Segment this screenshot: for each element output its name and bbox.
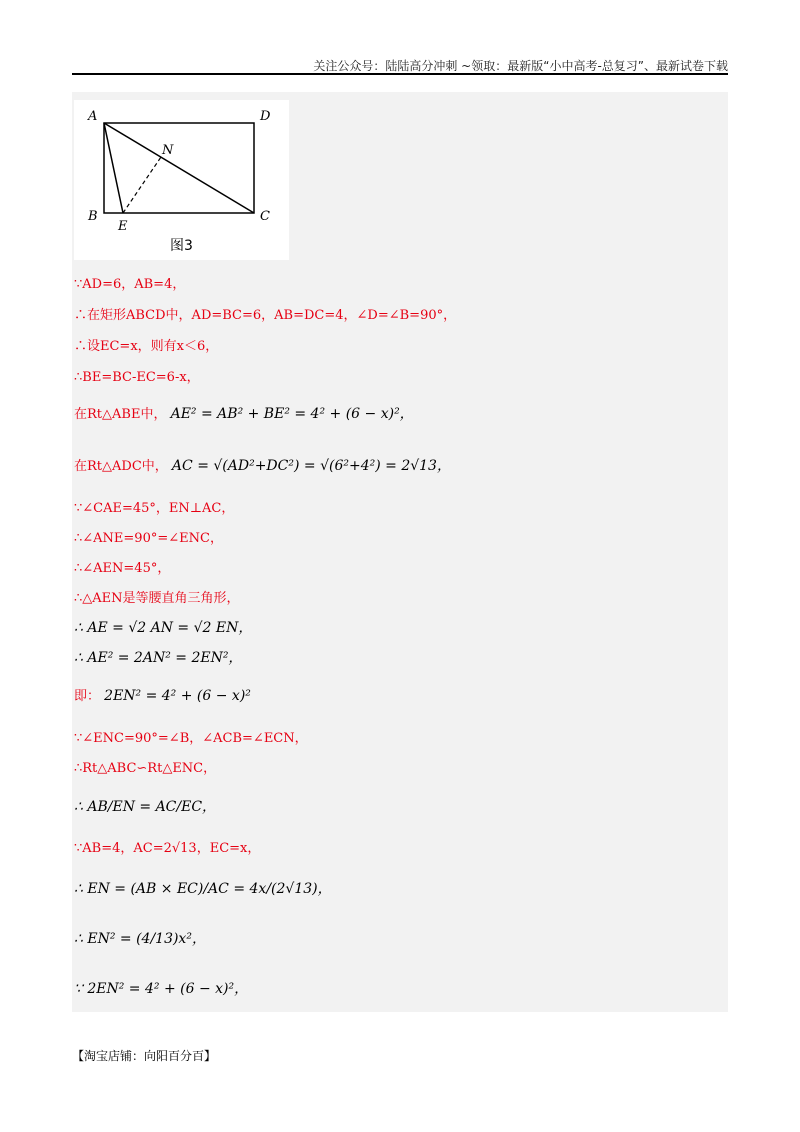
step-11-equation: ∴ AE = √2 AN = √2 EN， [74, 620, 253, 636]
step-11 [74, 619, 724, 638]
step-6-equation: AC = √(AD²+DC²) = √(6²+4²) = 2√13， [171, 458, 451, 474]
step-19-equation: ∴ EN² = (4/13)x²， [74, 931, 206, 947]
step-13 [74, 687, 724, 706]
step-10: ∴△AEN是等腰直角三角形， [74, 591, 240, 606]
step-16 [74, 798, 724, 817]
step-17: ∵AB=4，AC=2√13，EC=x， [74, 841, 261, 856]
step-14: ∵∠ENC=90°=∠B，∠ACB=∠ECN， [74, 731, 308, 746]
step-6 [74, 457, 724, 476]
label-c: C [260, 209, 270, 224]
step-19 [74, 930, 724, 949]
step-5-equation: AE² = AB² + BE² = 4² + (6 − x)²， [170, 406, 414, 422]
step-12 [74, 649, 724, 668]
step-8: ∴∠ANE=90°=∠ENC， [74, 531, 223, 546]
label-e: E [118, 219, 128, 234]
step-15: ∴Rt△ABC∽Rt△ENC， [74, 761, 217, 776]
geometry-figure [74, 100, 289, 260]
step-20 [74, 980, 724, 999]
diagonal-ac [104, 123, 254, 213]
step-9: ∴∠AEN=45°， [74, 561, 171, 576]
step-13-prefix: 即： [74, 689, 101, 704]
step-3: ∴设EC=x，则有x＜6， [74, 339, 219, 354]
label-b: B [88, 209, 98, 224]
step-4: ∴BE=BC-EC=6-x， [74, 370, 200, 385]
label-a: A [88, 109, 98, 124]
step-12-equation: ∴ AE² = 2AN² = 2EN²， [74, 650, 243, 666]
label-d: D [260, 109, 271, 124]
step-5-prefix: 在Rt△ABE中， [74, 407, 167, 422]
step-5 [74, 405, 724, 424]
step-6-prefix: 在Rt△ADC中， [74, 459, 168, 474]
segment-ae [104, 123, 123, 213]
rectangle-diagram [74, 100, 289, 260]
page-header: 关注公众号：陆陆高分冲刺 ~领取：最新版“小中高考-总复习”、最新试卷下载 [313, 59, 728, 73]
label-n: N [162, 143, 174, 158]
step-7: ∵∠CAE=45°，EN⊥AC， [74, 501, 235, 516]
step-20-equation: ∵ 2EN² = 4² + (6 − x)²， [74, 981, 249, 997]
step-13-equation: 2EN² = 4² + (6 − x)² [104, 688, 251, 704]
step-18 [74, 880, 724, 899]
step-2: ∴在矩形ABCD中，AD=BC=6，AB=DC=4，∠D=∠B=90°， [74, 308, 457, 323]
step-1: ∵AD=6，AB=4， [74, 277, 186, 292]
header-rule [72, 73, 728, 75]
step-16-equation: ∴ AB/EN = AC/EC， [74, 799, 217, 815]
step-18-equation: ∴ EN = (AB × EC)/AC = 4x/(2√13)， [74, 881, 332, 897]
segment-en-dashed [123, 157, 161, 213]
figure-caption: 图3 [170, 238, 193, 254]
page-footer: 【淘宝店铺：向阳百分百】 [72, 1049, 217, 1063]
